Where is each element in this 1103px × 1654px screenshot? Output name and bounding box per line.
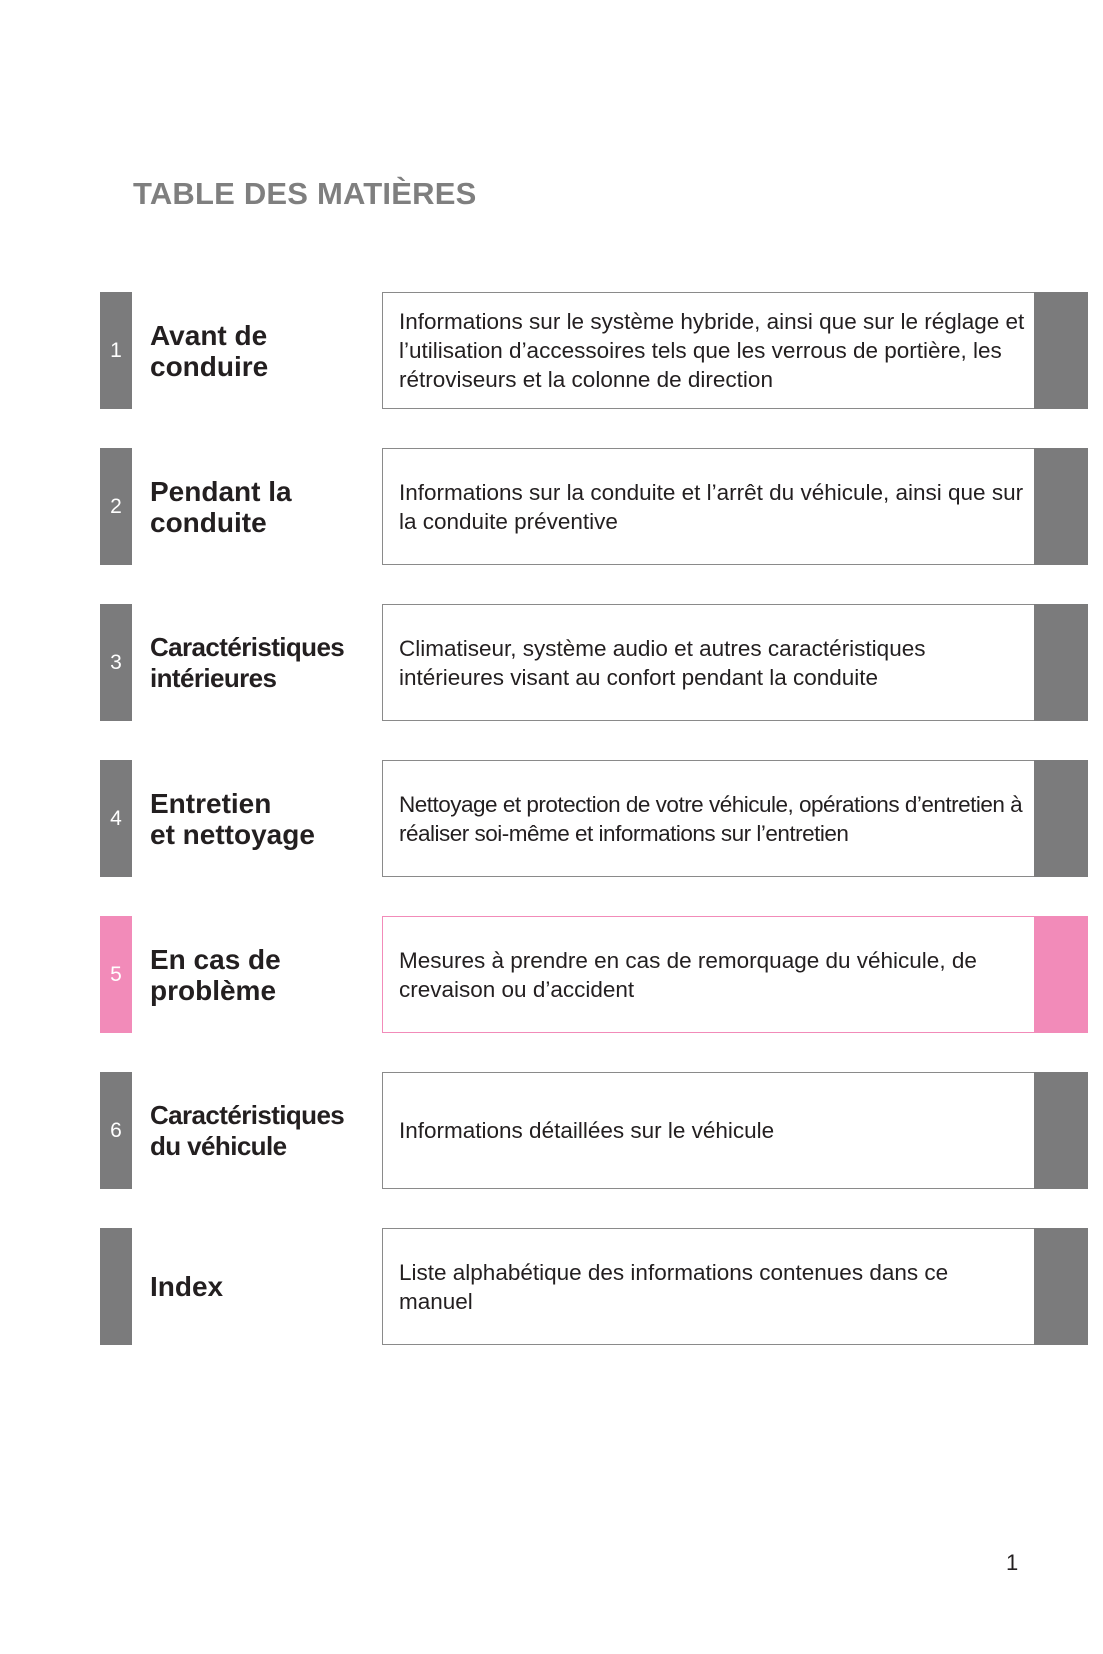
page-number: 1: [1006, 1550, 1019, 1575]
chapter-title-line-1: Caractéristiques: [150, 631, 345, 662]
chapter-edge-tab[interactable]: [1034, 760, 1088, 877]
chapter-title-line-2: problème: [150, 974, 277, 1006]
chapter-description-box[interactable]: [382, 916, 1070, 1033]
chapter-edge-tab[interactable]: [1034, 448, 1088, 565]
chapter-title[interactable]: [150, 916, 380, 1033]
chapter-description: Informations sur la conduite et l’arrêt du véhicule, ainsi que sur la conduite préventive: [399, 479, 1024, 534]
chapter-title-line-1: Entretien: [150, 787, 272, 819]
chapter-edge-tab[interactable]: [1034, 1072, 1088, 1189]
chapter-number-tab[interactable]: 6: [100, 1072, 132, 1189]
toc-row-index[interactable]: [100, 1228, 1088, 1345]
chapter-description: Informations détaillées sur le véhicule: [399, 1118, 775, 1143]
chapter-description-box[interactable]: [382, 1072, 1070, 1189]
chapter-description: Informations sur le système hybride, ainsi que sur le réglage et l’utilisation d’accessoires tels que les verrous de portière, les rétroviseurs et la colonne de direction: [399, 309, 1025, 392]
chapter-description-box[interactable]: [382, 760, 1070, 877]
chapter-number-tab[interactable]: 2: [100, 448, 132, 565]
toc-row-chapter-1[interactable]: [100, 292, 1088, 409]
chapter-title[interactable]: [150, 1072, 380, 1189]
chapter-description: Nettoyage et protection de votre véhicule, opérations d’entretien à réaliser soi-même et informations sur l’entretien: [399, 791, 1023, 846]
chapter-edge-tab[interactable]: [1034, 1228, 1088, 1345]
chapter-title[interactable]: [150, 760, 380, 877]
chapter-title-line-1: Caractéristiques: [150, 1099, 345, 1130]
chapter-number-tab[interactable]: 5: [100, 916, 132, 1033]
chapter-description: Mesures à prendre en cas de remorquage du véhicule, de crevaison ou d’accident: [399, 947, 977, 1002]
chapter-description-box[interactable]: [382, 448, 1070, 565]
chapter-number-tab[interactable]: 3: [100, 604, 132, 721]
chapter-title-line-1: En cas de: [150, 943, 281, 975]
chapter-description-box[interactable]: [382, 604, 1070, 721]
chapter-title-line-2: conduire: [150, 350, 269, 382]
chapter-edge-tab[interactable]: [1034, 292, 1088, 409]
chapter-title-line-1: Avant de: [150, 319, 268, 351]
chapter-edge-tab[interactable]: [1034, 916, 1088, 1033]
toc-row-chapter-6[interactable]: [100, 1072, 1088, 1189]
chapter-title-line-1: Pendant la: [150, 475, 292, 507]
toc-row-chapter-2[interactable]: [100, 448, 1088, 565]
chapter-title-line-1: Index: [150, 1271, 224, 1302]
chapter-title[interactable]: [150, 292, 380, 409]
chapter-title[interactable]: [150, 1228, 380, 1345]
chapter-number-tab[interactable]: 1: [100, 292, 132, 409]
toc-row-chapter-5[interactable]: [100, 916, 1088, 1033]
chapter-title-line-2: du véhicule: [150, 1130, 287, 1161]
chapter-title-line-2: et nettoyage: [150, 818, 315, 850]
chapter-title[interactable]: [150, 604, 380, 721]
chapter-edge-tab[interactable]: [1034, 604, 1088, 721]
chapter-title-line-2: intérieures: [150, 662, 277, 693]
toc-row-chapter-4[interactable]: [100, 760, 1088, 877]
chapter-description: Climatiseur, système audio et autres caractéristiques intérieures visant au confort pendant la conduite: [399, 635, 926, 690]
chapter-title[interactable]: [150, 448, 380, 565]
chapter-number-tab[interactable]: 4: [100, 760, 132, 877]
chapter-description: Liste alphabétique des informations contenues dans ce manuel: [399, 1259, 949, 1314]
chapter-description-box[interactable]: [382, 292, 1070, 409]
chapter-title-line-2: conduite: [150, 506, 267, 538]
chapter-number-tab[interactable]: [100, 1228, 132, 1345]
chapter-description-box[interactable]: [382, 1228, 1070, 1345]
page-title: TABLE DES MATIÈRES: [133, 176, 477, 211]
toc-row-chapter-3[interactable]: [100, 604, 1088, 721]
